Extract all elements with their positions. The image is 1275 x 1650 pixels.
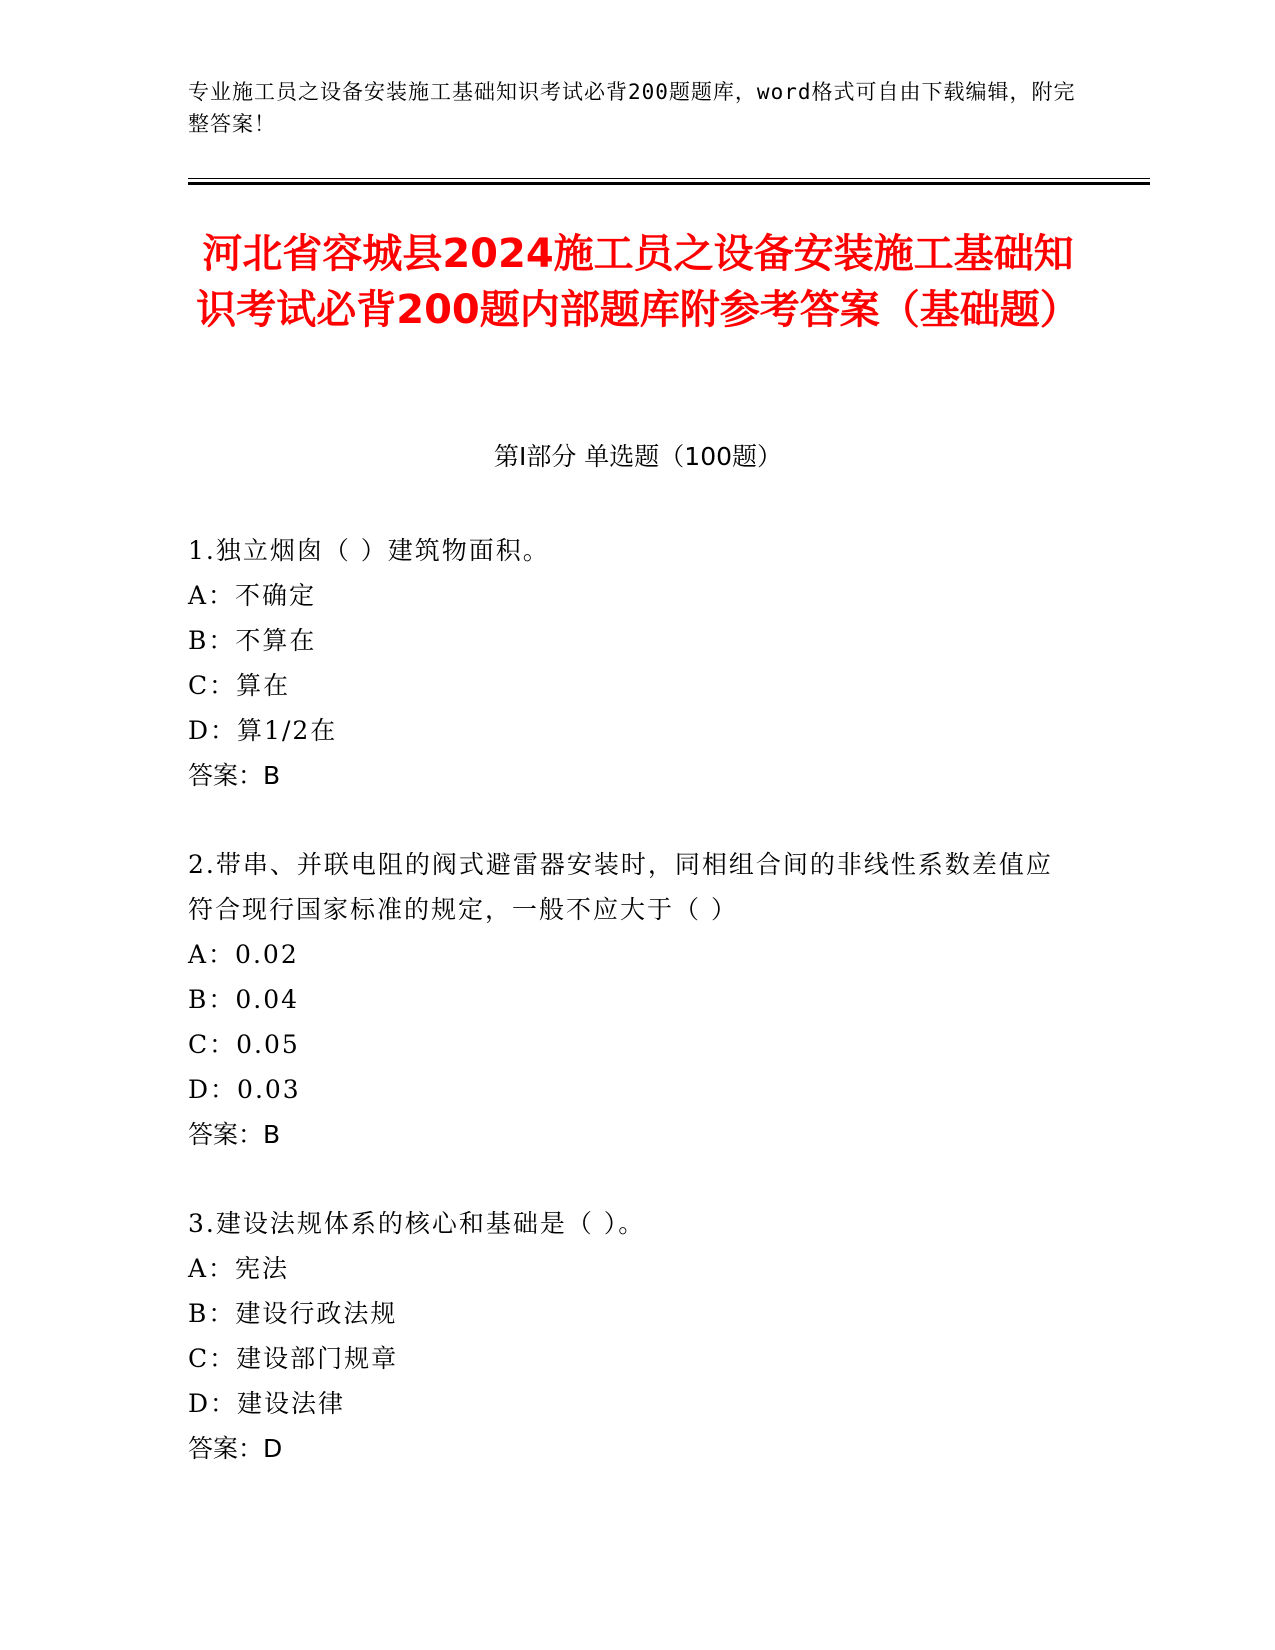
- question-stem: 3.建设法规体系的核心和基础是（ ）。: [188, 1209, 646, 1238]
- question-2: [188, 842, 1068, 1157]
- header-note: 专业施工员之设备安装施工基础知识考试必背200题题库，word格式可自由下载编辑，附完整答案！: [188, 80, 1076, 136]
- option-c: C：建设部门规章: [188, 1344, 399, 1373]
- answer: 答案：D: [188, 1434, 283, 1463]
- question-1: [188, 528, 1068, 798]
- question-stem: 2.带串、并联电阻的阀式避雷器安装时，同相组合间的非线性系数差值应符合现行国家标准的规定，一般不应大于（ ）: [188, 850, 1053, 924]
- option-d: D：算1/2在: [188, 716, 338, 745]
- option-c: C：0.05: [188, 1030, 300, 1059]
- header-divider-thick: [188, 182, 1150, 185]
- header-divider-thin: [188, 178, 1150, 179]
- question-3: [188, 1201, 1068, 1471]
- option-b: B：建设行政法规: [188, 1299, 398, 1328]
- question-list: [188, 528, 1068, 1515]
- option-d: D：建设法律: [188, 1389, 346, 1418]
- option-d: D：0.03: [188, 1075, 301, 1104]
- answer: 答案：B: [188, 761, 281, 790]
- option-a: A：不确定: [188, 581, 317, 610]
- document-title: 河北省容城县2024施工员之设备安装施工基础知识考试必背200题内部题库附参考答案（基础题）: [196, 231, 1080, 333]
- answer: 答案：B: [188, 1120, 281, 1149]
- question-stem: 1.独立烟囱（ ）建筑物面积。: [188, 536, 550, 565]
- option-c: C：算在: [188, 671, 291, 700]
- option-b: B：0.04: [188, 985, 300, 1014]
- option-b: B：不算在: [188, 626, 317, 655]
- option-a: A：宪法: [188, 1254, 290, 1283]
- option-a: A：0.02: [188, 940, 299, 969]
- section-title: 第I部分 单选题（100题）: [493, 442, 783, 471]
